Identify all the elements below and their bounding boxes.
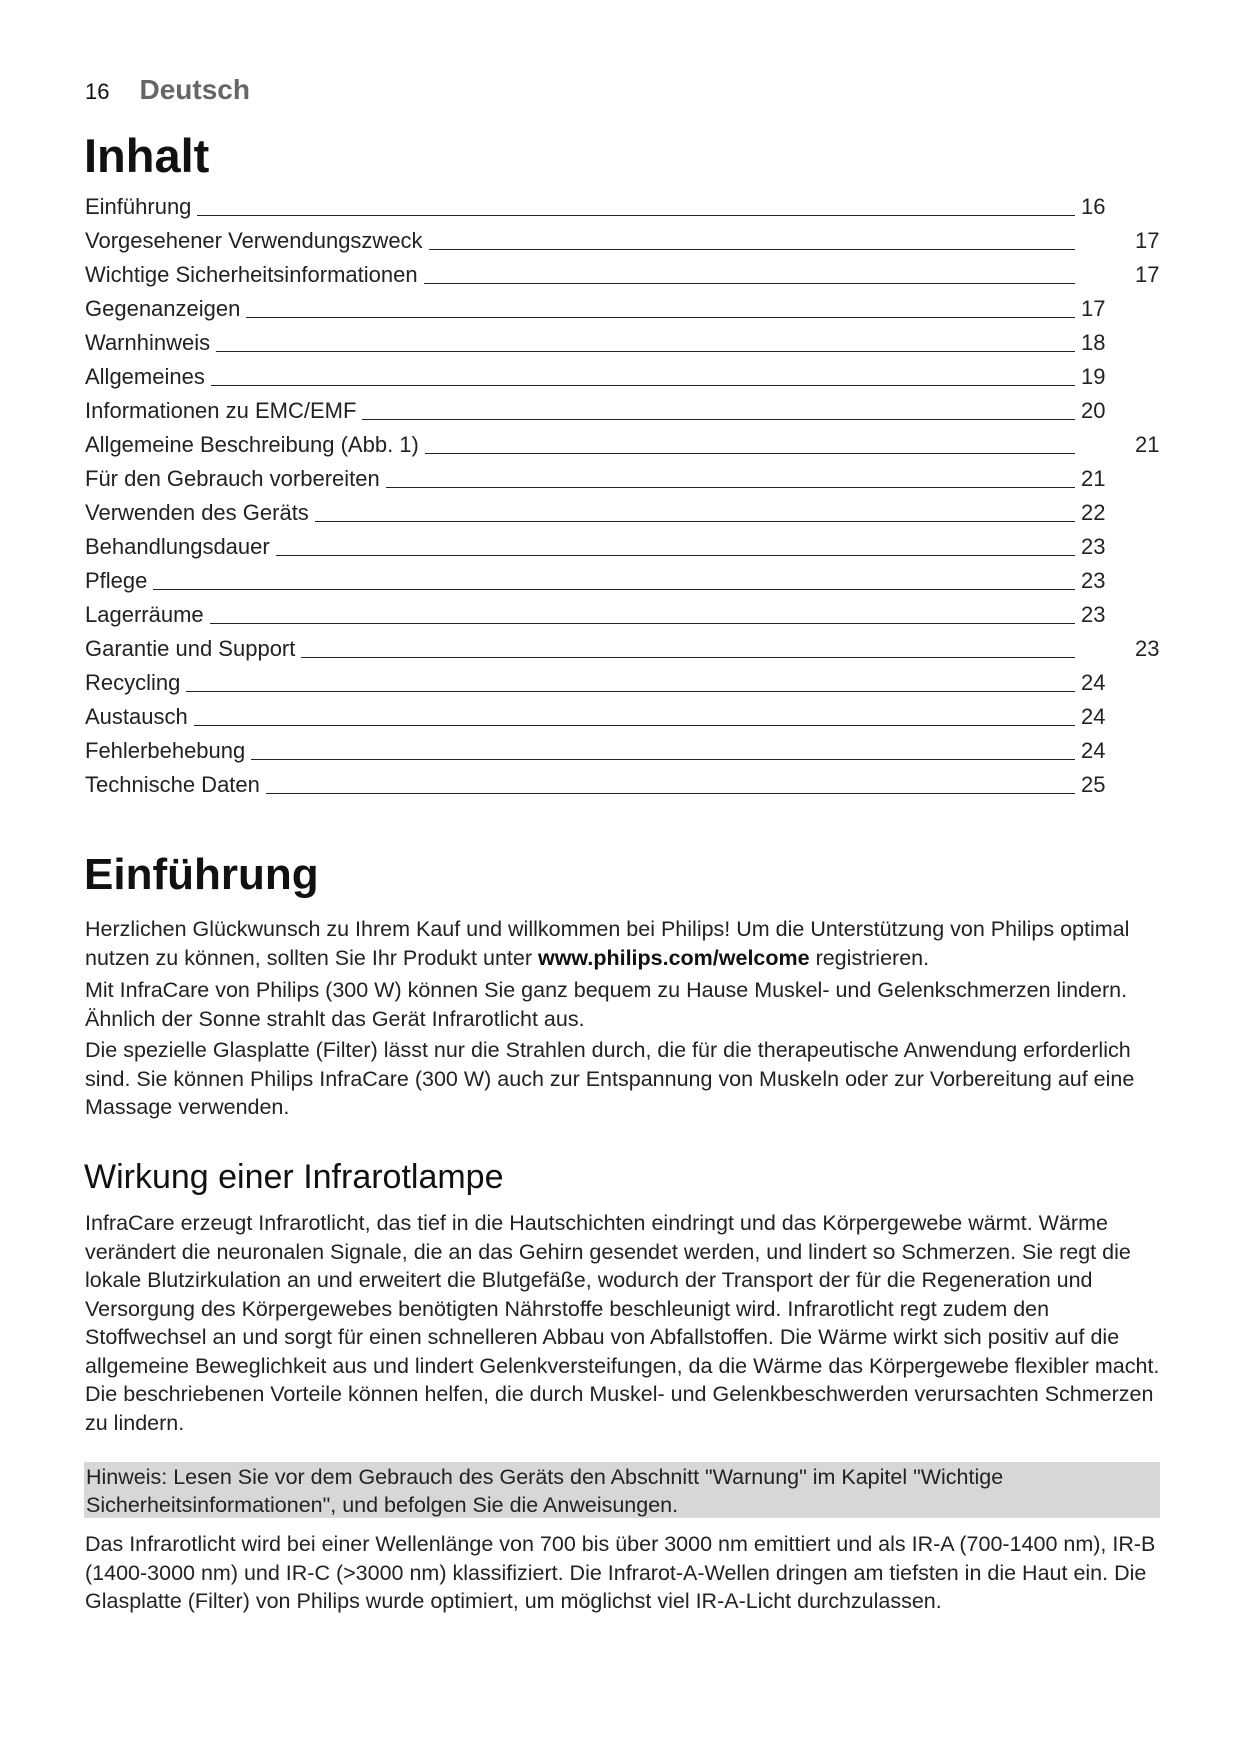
toc-entry-page: 18 (1081, 330, 1106, 355)
toc-leader (197, 215, 1075, 216)
toc-entry[interactable] (85, 292, 1175, 326)
toc-entry[interactable] (85, 462, 1175, 496)
table-of-contents (85, 190, 1175, 802)
toc-entry-label: Lagerräume (85, 602, 204, 627)
toc-leader (425, 453, 1075, 454)
toc-leader (246, 317, 1075, 318)
toc-entry-label: Garantie und Support (85, 636, 296, 661)
intro-paragraph-2: Mit InfraCare von Philips (300 W) können Sie ganz bequem zu Hause Muskel- und Gelenkschmerzen lindern. Ähnlich der Sonne strahlt das Gerät Infrarotlicht aus. (85, 978, 1128, 1031)
toc-entry[interactable] (85, 360, 1175, 394)
toc-entry[interactable] (85, 394, 1175, 428)
toc-entry-page: 21 (1081, 466, 1106, 491)
toc-entry[interactable] (85, 598, 1175, 632)
toc-entry-page: 20 (1081, 398, 1106, 423)
welcome-link[interactable]: www.philips.com/welcome (537, 945, 810, 970)
toc-entry-page: 23 (1081, 534, 1106, 559)
toc-entry-page: 23 (1135, 636, 1160, 661)
toc-leader (210, 623, 1075, 624)
toc-entry[interactable] (85, 530, 1175, 564)
toc-entry-label: Informationen zu EMC/EMF (85, 398, 357, 423)
toc-leader (315, 521, 1075, 522)
toc-leader (194, 725, 1075, 726)
effect-paragraph-1: InfraCare erzeugt Infrarotlicht, das tief in die Hautschichten eindringt und das Körpergewebe wärmt. Wärme verändert die neuronalen Signale, die an das Gehirn gesendet werden, und lindert so Schmerzen. Sie regt die lokale Blutzirkulation an und erweitert die Blutgefäße, wodurch der Transport der für die Regeneration und Versorgung des Körpergewebes benötigten Nährstoffe beschleunigt wird. Infrarotlicht regt zudem den Stoffwechsel an und sorgt für einen schnelleren Abbau von Abfallstoffen. Die Wärme wirkt sich positiv auf die allgemeine Beweglichkeit aus und lindert Gelenkversteifungen, da die Wärme das Körpergewebe flexibler macht. Die beschriebenen Vorteile können helfen, die durch Muskel- und Gelenkbeschwerden verursachten Schmerzen zu lindern. (85, 1211, 1160, 1435)
note-box: Hinweis: Lesen Sie vor dem Gebrauch des Geräts den Abschnitt "Warnung" im Kapitel "Wichtige Sicherheitsinformationen", und befolgen Sie die Anweisungen. (84, 1462, 1160, 1518)
toc-entry[interactable] (85, 666, 1175, 700)
toc-entry-page: 21 (1135, 432, 1160, 457)
toc-entry-page: 17 (1135, 228, 1160, 253)
toc-entry-page: 24 (1081, 738, 1106, 763)
toc-entry[interactable] (85, 564, 1175, 598)
page-header (85, 74, 250, 106)
toc-entry-label: Allgemeine Beschreibung (Abb. 1) (85, 432, 419, 457)
toc-entry-label: Recycling (85, 670, 181, 695)
toc-leader (153, 589, 1075, 590)
toc-entry-label: Wichtige Sicherheitsinformationen (85, 262, 418, 287)
intro-paragraph-3: Die spezielle Glasplatte (Filter) lässt nur die Strahlen durch, die für die therapeutische Anwendung erforderlich sind. Sie können Philips InfraCare (300 W) auch zur Entspannung von Muskeln oder zur Vorbereitung auf eine Massage verwenden. (85, 1038, 1135, 1119)
intro-text: Herzlichen Glückwunsch zu Ihrem Kauf und willkommen bei Philips! Um die Unterstützung von Philips optimal nutzen zu können, sollten Sie Ihr Produkt unter (85, 917, 1130, 970)
toc-entry-page: 17 (1135, 262, 1160, 287)
toc-entry-page: 19 (1081, 364, 1106, 389)
effect-paragraph-2: Das Infrarotlicht wird bei einer Wellenlänge von 700 bis über 3000 nm emittiert und als IR-A (700-1400 nm), IR-B (1400-3000 nm) und IR-C (>3000 nm) klassifiziert. Die Infrarot-A-Wellen dringen am tiefsten in die Haut ein. Die Glasplatte (Filter) von Philips wurde optimiert, um möglichst viel IR-A-Licht durchzulassen. (85, 1532, 1156, 1613)
toc-entry-label: Warnhinweis (85, 330, 211, 355)
toc-entry[interactable] (85, 190, 1175, 224)
toc-leader (362, 419, 1075, 420)
toc-entry-label: Gegenanzeigen (85, 296, 241, 321)
toc-leader (386, 487, 1075, 488)
toc-entry-label: Austausch (85, 704, 188, 729)
page-number: 16 (85, 79, 110, 104)
toc-entry[interactable] (85, 496, 1175, 530)
toc-entry-label: Verwenden des Geräts (85, 500, 309, 525)
toc-title: Inhalt (84, 129, 210, 182)
toc-entry-page: 16 (1081, 194, 1106, 219)
toc-entry-page: 22 (1081, 500, 1106, 525)
effect-heading: Wirkung einer Infrarotlampe (84, 1158, 504, 1196)
toc-entry-label: Behandlungsdauer (85, 534, 270, 559)
toc-entry-label: Für den Gebrauch vorbereiten (85, 466, 380, 491)
intro-heading: Einführung (84, 850, 319, 899)
toc-leader (266, 793, 1075, 794)
toc-leader (301, 657, 1075, 658)
toc-entry[interactable] (85, 258, 1175, 292)
toc-entry-label: Fehlerbehebung (85, 738, 246, 763)
toc-leader (186, 691, 1075, 692)
intro-text-end: registrieren. (809, 945, 930, 970)
toc-entry-page: 25 (1081, 772, 1106, 797)
language-label: Deutsch (139, 74, 250, 105)
toc-entry-label: Technische Daten (85, 772, 260, 797)
toc-entry-page: 24 (1081, 670, 1106, 695)
toc-entry[interactable] (85, 326, 1175, 360)
toc-leader (424, 283, 1075, 284)
toc-entry[interactable] (85, 734, 1175, 768)
toc-leader (251, 759, 1075, 760)
toc-entry-page: 24 (1081, 704, 1106, 729)
toc-entry-label: Pflege (85, 568, 148, 593)
toc-leader (276, 555, 1075, 556)
toc-entry[interactable] (85, 224, 1175, 258)
toc-entry-label: Einführung (85, 194, 192, 219)
toc-entry-label: Allgemeines (85, 364, 205, 389)
toc-entry[interactable] (85, 768, 1175, 802)
toc-entry[interactable] (85, 428, 1175, 462)
toc-entry-page: 17 (1081, 296, 1106, 321)
toc-entry-page: 23 (1081, 602, 1106, 627)
intro-paragraph-1 (85, 915, 1165, 972)
toc-leader (211, 385, 1075, 386)
toc-entry-label: Vorgesehener Verwendungszweck (85, 228, 423, 253)
toc-leader (429, 249, 1075, 250)
toc-leader (216, 351, 1075, 352)
toc-entry[interactable] (85, 632, 1175, 666)
toc-entry[interactable] (85, 700, 1175, 734)
toc-entry-page: 23 (1081, 568, 1106, 593)
